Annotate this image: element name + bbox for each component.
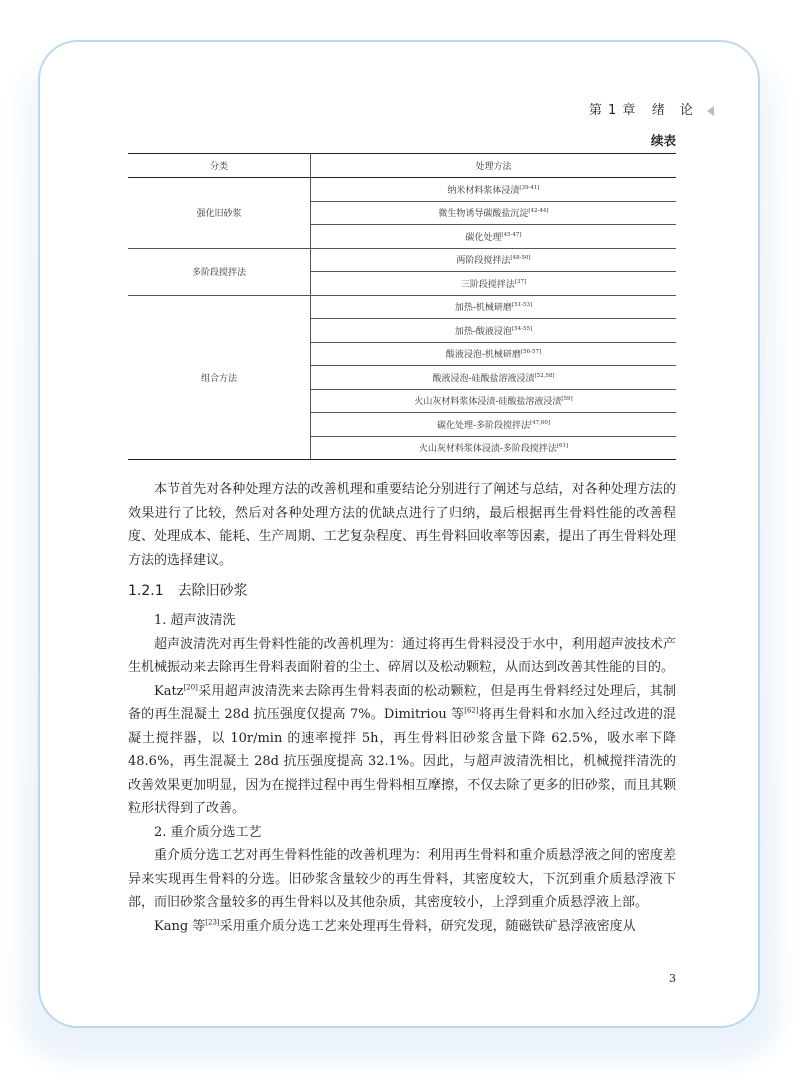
col-header-category: 分类 [128, 154, 311, 178]
subsection-heading: 2. 重介质分选工艺 [154, 824, 262, 840]
method-cell: 碳化处理-多阶段搅拌法[47,60] [311, 413, 677, 437]
table-row [128, 178, 676, 202]
section-heading [128, 580, 248, 600]
paragraph: 超声波清洗对再生骨料性能的改善机理为：通过将再生骨料浸没于水中，利用超声波技术产生机械振动来去除再生骨料表面附着的尘土、碎屑以及松动颗粒，从而达到改善其性能的目的。 [128, 636, 676, 675]
method-cell: 两阶段搅拌法[48-50] [311, 248, 677, 272]
running-header [589, 99, 714, 118]
chapter-number: 第 1 章 [588, 103, 637, 118]
intro-paragraph: 本节首先对各种处理方法的改善机理和重要结论分别进行了阐述与总结，对各种处理方法的效果进行了比较，然后对各种处理方法的优缺点进行了归纳，最后根据再生骨料性能的改善程度、处理成本、能耗、生产周期、工艺复杂程度、再生骨料回收率等因素，提出了再生骨料处理方法的选择建议。 [128, 482, 676, 568]
method-cell: 火山灰材料浆体浸渍-多阶段搅拌法[61] [311, 436, 677, 460]
method-cell: 火山灰材料浆体浸渍-硅酸盐溶液浸渍[59] [311, 389, 677, 413]
subsection-heading: 1. 超声波清洗 [154, 613, 236, 628]
method-cell: 加热-机械研磨[51-53] [311, 295, 677, 319]
category-cell: 组合方法 [128, 295, 311, 460]
section-title: 去除旧砂浆 [177, 583, 248, 599]
method-cell: 微生物诱导碳酸盐沉淀[42-44] [311, 201, 677, 225]
continued-label: 续表 [650, 133, 676, 148]
page-number: 3 [669, 972, 676, 985]
method-cell: 碳化处理[45-47] [311, 225, 677, 249]
paragraph: Kang 等[23]采用重介质分选工艺来处理再生骨料，研究发现，随磁铁矿悬浮液密度从 [154, 918, 636, 934]
method-cell: 加热-酸液浸泡[54-55] [311, 319, 677, 343]
methods-table [128, 153, 676, 460]
subsection-ultrasonic [128, 609, 676, 938]
col-header-method: 处理方法 [311, 154, 677, 178]
method-cell: 纳米材料浆体浸渍[39-41] [311, 178, 677, 202]
method-cell: 酸液浸泡-硅酸盐溶液浸渍[52,58] [311, 366, 677, 390]
triangle-marker-icon [707, 106, 714, 116]
category-cell: 强化旧砂浆 [128, 178, 311, 249]
category-cell: 多阶段搅拌法 [128, 248, 311, 295]
method-cell: 酸液浸泡-机械研磨[56-57] [311, 342, 677, 366]
section-number: 1.2.1 [128, 583, 164, 599]
table-row [128, 248, 676, 272]
paragraph: 重介质分选工艺对再生骨料性能的改善机理为：利用再生骨料和重介质悬浮液之间的密度差异来实现再生骨料的分选。旧砂浆含量较少的再生骨料，其密度较大，下沉到重介质悬浮液下部，而旧砂浆含量较多的再生骨料以及其他杂质，其密度较小，上浮到重介质悬浮液上部。 [128, 848, 676, 910]
paragraph: Katz[20]采用超声波清洗来去除再生骨料表面的松动颗粒，但是再生骨料经过处理后，其制备的再生混凝土 28d 抗压强度仅提高 7%。Dimitriou 等[62]将再生骨料和水加入经过改进的混凝土搅拌器，以 10r/min 的速率搅拌 5h，再生骨料旧砂浆含量下降 62.5%，吸水率下降 48.6%，再生混凝土 28d 抗压强度提高 32.1%。因此，与超声波清洗相比，机械搅拌清洗的改善效果更加明显，因为在搅拌过程中再生骨料相互摩擦，不仅去除了更多的旧砂浆，而且其颗粒形状得到了改善。 [128, 683, 676, 816]
table-row [128, 295, 676, 319]
method-cell: 三阶段搅拌法[37] [311, 272, 677, 296]
chapter-title: 绪 论 [651, 103, 694, 118]
